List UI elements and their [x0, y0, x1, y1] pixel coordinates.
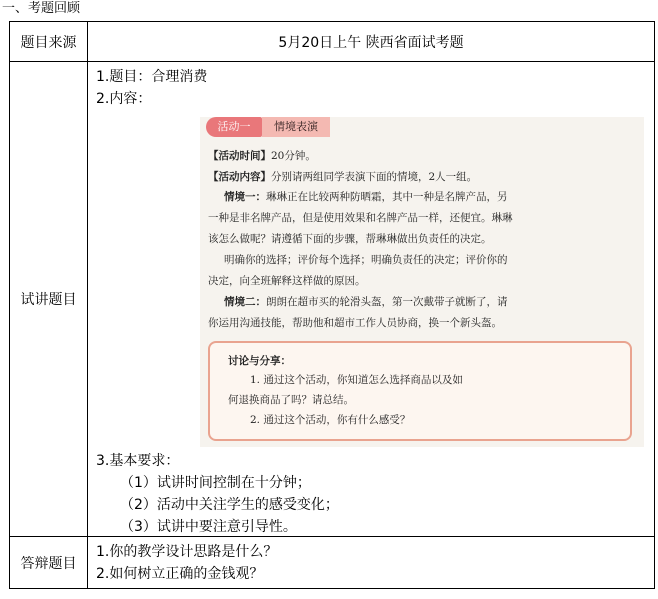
lecture-row — [10, 62, 655, 537]
activity-name: 情境表演 — [262, 117, 330, 137]
activity-content: 【活动内容】分别请两组同学表演下面的情境，2人一组。 — [208, 171, 478, 183]
textbook-excerpt — [200, 117, 644, 447]
source-value: 5月20日上午 陕西省面试考题 — [88, 22, 655, 62]
content-label: 2.内容： — [96, 91, 152, 107]
requirement-item: （2）活动中关注学生的感受变化； — [120, 497, 339, 513]
defense-label: 答辩题目 — [10, 537, 88, 589]
activity-time: 【活动时间】20分钟。 — [208, 150, 316, 162]
source-label: 题目来源 — [10, 22, 88, 62]
scenario-1-line-1: 情境一：琳琳正在比较两种防晒霜，其中一种是名牌产品，另 — [224, 191, 508, 203]
requirement-item: （3）试讲中要注意引导性。 — [120, 519, 297, 535]
discussion-q2: 2. 通过这个活动，你有什么感受？ — [250, 414, 411, 426]
scenario-1-line-3: 该怎么做呢？请遵循下面的步骤，帮琳琳做出负责任的决定。 — [208, 233, 492, 245]
discussion-q1-line-1: 1. 通过这个活动，你知道怎么选择商品以及如 — [250, 374, 463, 386]
requirements-label: 3.基本要求： — [96, 453, 180, 469]
discussion-box — [208, 341, 632, 441]
defense-question: 2.如何树立正确的金钱观？ — [96, 566, 264, 582]
defense-content — [88, 537, 655, 589]
lecture-topic: 1.题目：合理消费 — [96, 69, 208, 85]
scenario-1-line-4: 明确你的选择；评价每个选择；明确负责任的决定；评价你的 — [224, 254, 508, 266]
source-row — [10, 22, 655, 62]
defense-row — [10, 537, 655, 589]
activity-badge — [206, 117, 330, 137]
lecture-label: 试讲题目 — [10, 62, 88, 537]
discussion-q1-line-2: 何退换商品了吗？请总结。 — [228, 394, 354, 406]
requirement-item: （1）试讲时间控制在十分钟； — [120, 475, 311, 491]
scenario-1-line-2: 一种是非名牌产品，但是使用效果和名牌产品一样，还便宜。琳琳 — [208, 212, 513, 224]
scenario-2-line-1: 情境二：朗朗在超市买的轮滑头盔，第一次戴带子就断了，请 — [224, 296, 508, 308]
discussion-title: 讨论与分享： — [228, 355, 291, 367]
section-title: 一、考题回顾 — [2, 1, 81, 16]
exam-table — [9, 21, 655, 589]
defense-question: 1.你的教学设计思路是什么？ — [96, 544, 278, 560]
scenario-1-line-5: 决定，向全班解释这样做的原因。 — [208, 275, 366, 287]
activity-tag: 活动一 — [206, 117, 262, 137]
scenario-2-line-2: 你运用沟通技能，帮助他和超市工作人员协商，换一个新头盔。 — [208, 317, 502, 329]
lecture-content — [88, 62, 655, 537]
